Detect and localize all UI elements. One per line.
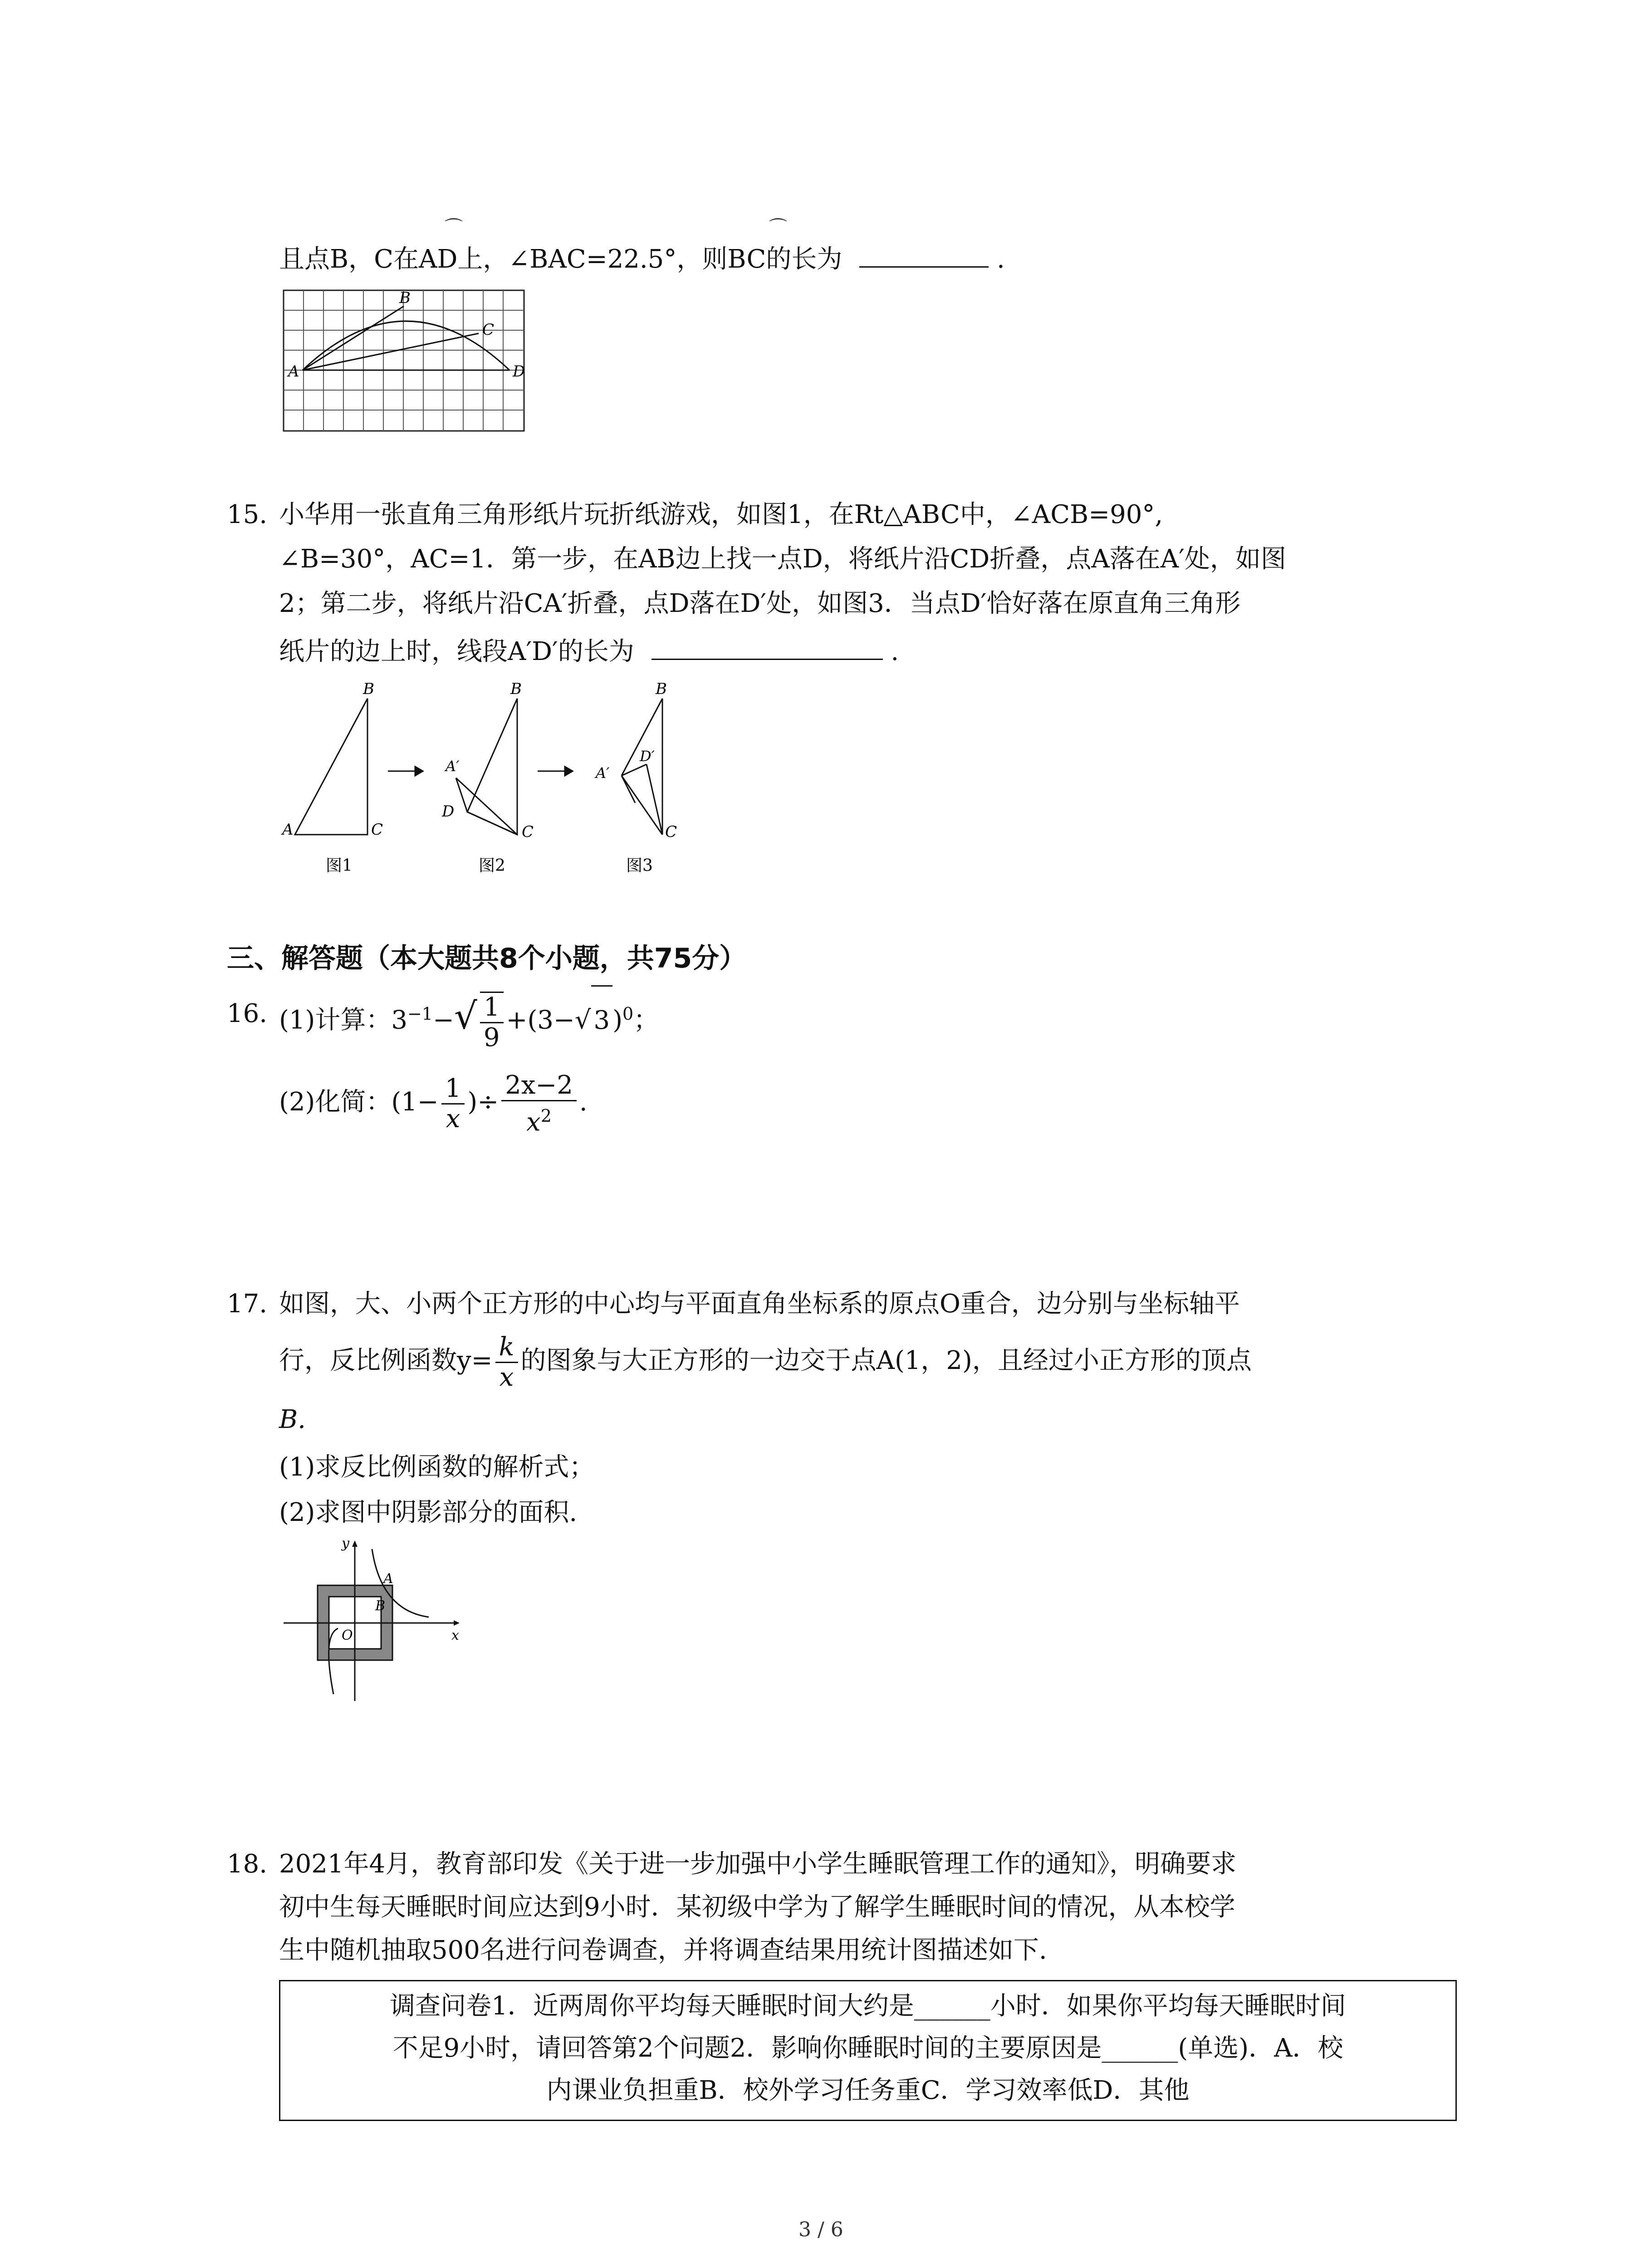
q16-part1: (1)计算：$3^{-1}-√$ $\frac{1}{9}$ +(3−√ 3 )$^0$； bbox=[279, 980, 659, 1055]
q17-number: 17. bbox=[227, 1289, 268, 1319]
survey-line-2: 不足9小时，请回答第2个问题2．影响你睡眠时间的主要原因是______(单选)．A．校 bbox=[392, 2033, 1343, 2063]
q15-line-2: ∠B=30°，AC=1．第一步，在AB边上找一点D，将纸片沿CD折叠，点A落在A′处，如图 bbox=[279, 544, 1286, 574]
q16-part2: (2)化简：(1− $\frac{1}{x}$ )÷ $\frac{2x-2}{x^2}$ . bbox=[279, 1070, 588, 1137]
q17-label-b: B bbox=[375, 1598, 386, 1614]
arrow-right-icon bbox=[538, 767, 573, 776]
q17-line-1: 如图，大、小两个正方形的中心均与平面直角坐标系的原点O重合，边分别与坐标轴平 bbox=[279, 1289, 1240, 1319]
q14-label-c: C bbox=[482, 321, 495, 339]
q18-line-1: 2021年4月，教育部印发《关于进一步加强中小学生睡眠管理工作的通知》，明确要求 bbox=[279, 1849, 1237, 1879]
fig3-label-c: C bbox=[665, 823, 677, 841]
fig2-label-c: C bbox=[522, 823, 534, 841]
q14-label-d: D bbox=[513, 362, 525, 381]
q18-line-2: 初中生每天睡眠时间应达到9小时．某初级中学为了解学生睡眠时间的情况，从本校学 bbox=[279, 1892, 1235, 1922]
survey-line-1: 调查问卷1．近两周你平均每天睡眠时间大约是______小时．如果你平均每天睡眠时间 bbox=[390, 1991, 1346, 2021]
fig3-caption: 图3 bbox=[626, 856, 653, 875]
q15-answer-blank[interactable] bbox=[652, 635, 883, 660]
q17-figure bbox=[279, 1538, 470, 1706]
fig3-label-a-prime: A′ bbox=[596, 764, 610, 782]
q17-part1: (1)求反比例函数的解析式； bbox=[279, 1452, 595, 1482]
q17-label-y: y bbox=[342, 1538, 349, 1551]
survey-line-3: 内课业负担重B．校外学习任务重C．学习效率低D．其他 bbox=[546, 2076, 1190, 2105]
q15-line-3: 2；第二步，将纸片沿CA′折叠，点D落在D′处，如图3．当点D′恰好落在原直角三角形 bbox=[279, 589, 1241, 618]
arrow-right-icon bbox=[388, 767, 423, 776]
fig1-label-a: A bbox=[282, 821, 294, 839]
q15-figures bbox=[277, 680, 730, 889]
q17-part2: (2)求图中阴影部分的面积. bbox=[279, 1498, 578, 1527]
q15-line-4: 纸片的边上时，线段A′D′的长为 . bbox=[279, 635, 899, 668]
q17-label-a: A bbox=[383, 1571, 393, 1587]
arc-mark-bc: ⌒ bbox=[769, 217, 787, 238]
fig1-caption: 图1 bbox=[326, 856, 353, 875]
survey-box bbox=[279, 1980, 1457, 2121]
q15-number: 15. bbox=[227, 500, 268, 529]
fig2-label-a-prime: A′ bbox=[446, 758, 460, 775]
q18-line-3: 生中随机抽取500名进行问卷调查，并将调查结果用统计图描述如下. bbox=[279, 1936, 1047, 1965]
fig1-label-c: C bbox=[371, 821, 383, 839]
fig2-label-d: D bbox=[442, 802, 455, 821]
fig3-label-d-prime: D′ bbox=[640, 748, 655, 765]
q14-label-b: B bbox=[399, 289, 411, 307]
q17-line-3: B. bbox=[279, 1405, 306, 1434]
q17-label-o: O bbox=[342, 1628, 353, 1643]
section-heading: 三、解答题（本大题共8个小题，共75分） bbox=[227, 943, 747, 974]
q18-number: 18. bbox=[227, 1849, 268, 1879]
q14-answer-blank[interactable] bbox=[859, 243, 989, 268]
page-number: 3 / 6 bbox=[798, 2218, 843, 2241]
q16-number: 16. bbox=[227, 999, 268, 1028]
q14-label-a: A bbox=[288, 362, 299, 381]
q14-text: 且点B，C在AD上，∠BAC=22.5°，则BC的长为 . bbox=[279, 243, 1005, 275]
q17-line-2: 行，反比例函数y= $\frac{k}{x}$ 的图象与大正方形的一边交于点A(1，2)，且经过小正方形的顶点 bbox=[279, 1332, 1252, 1392]
q17-label-x: x bbox=[451, 1628, 459, 1643]
arc-mark-ad: ⌒ bbox=[445, 217, 463, 238]
fig3-label-b: B bbox=[656, 680, 667, 698]
fig1-label-b: B bbox=[363, 680, 374, 698]
fig2-caption: 图2 bbox=[479, 856, 505, 875]
q15-line-1: 小华用一张直角三角形纸片玩折纸游戏，如图1，在Rt△ABC中，∠ACB=90°, bbox=[279, 500, 1163, 529]
q14-grid-figure bbox=[279, 286, 529, 435]
fig2-label-b: B bbox=[510, 680, 522, 698]
